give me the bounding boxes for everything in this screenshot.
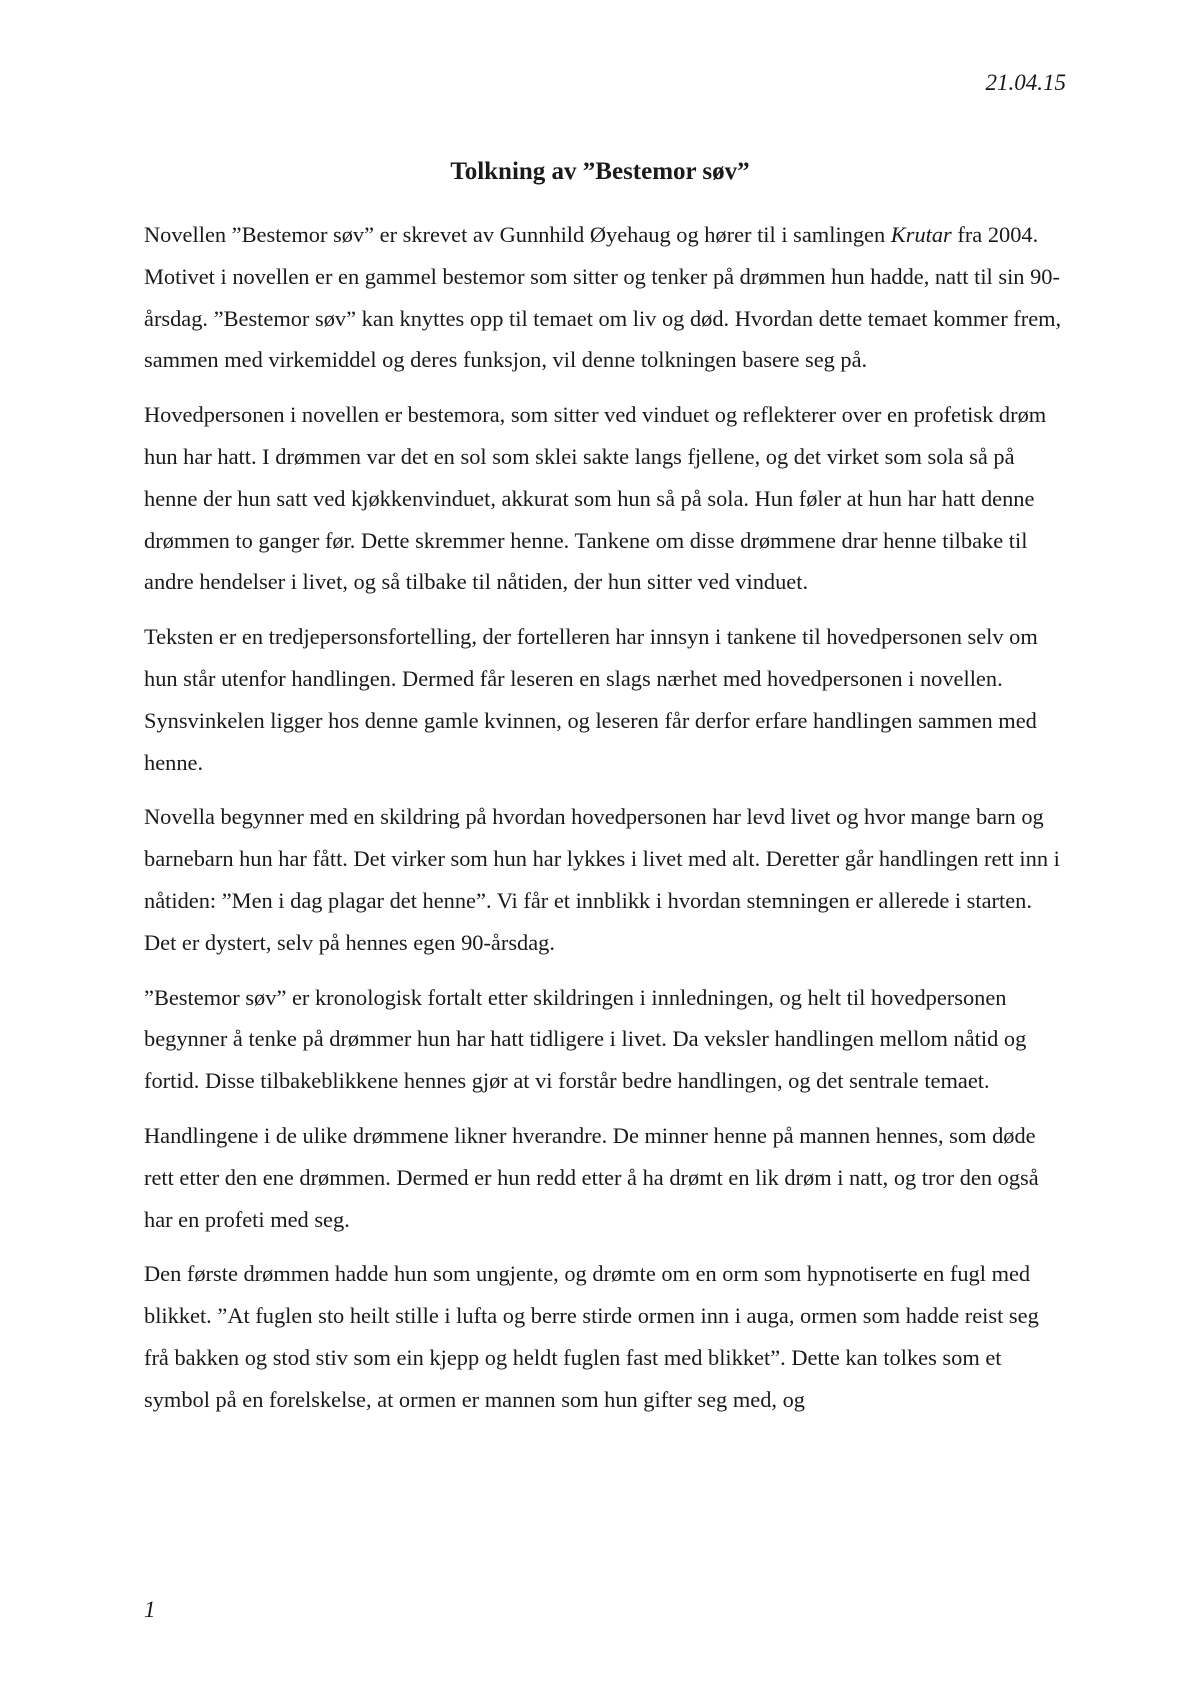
paragraph bbox=[144, 214, 1068, 381]
paragraph-text: Novellen ”Bestemor søv” er skrevet av Gunnhild Øyehaug og hører til i samlingen bbox=[144, 222, 891, 247]
document-date: 21.04.15 bbox=[985, 70, 1066, 95]
paragraph: Handlingene i de ulike drømmene likner hverandre. De minner henne på mannen hennes, som døde rett etter den ene drømmen. Dermed er hun redd etter å ha drømt en lik drøm i natt, og tror den også har en profeti med seg. bbox=[144, 1122, 1039, 1232]
document-title: Tolkning av ”Bestemor søv” bbox=[450, 158, 750, 185]
document-body bbox=[144, 214, 1068, 1434]
paragraph: Den første drømmen hadde hun som ungjente, og drømte om en orm som hypnotiserte en fugl med blikket. ”At fuglen sto heilt stille i lufta og berre stirde ormen inn i auga, ormen som hadde reist seg frå bakken og stod stiv som ein kjepp og heldt fuglen fast med blikket”. Dette kan tolkes som et symbol på en forelskelse, at ormen er mannen som hun gifter seg med, og bbox=[144, 1261, 1039, 1412]
paragraph-text: fra 2004. Motivet i novellen er en gammel bestemor som sitter og tenker på drømmen hun hadde, natt til sin 90-årsdag. ”Bestemor søv” kan knyttes opp til temaet om liv og død. Hvordan dette temaet kommer frem, sammen med virkemiddel og deres funksjon, vil denne tolkningen basere seg på. bbox=[144, 222, 1062, 373]
paragraph: Novella begynner med en skildring på hvordan hovedpersonen har levd livet og hvor mange barn og barnebarn hun har fått. Det virker som hun har lykkes i livet med alt. Deretter går handlingen rett inn i nåtiden: ”Men i dag plagar det henne”. Vi får et innblikk i hvordan stemningen er allerede i starten. Det er dystert, selv på hennes egen 90-årsdag. bbox=[144, 804, 1060, 955]
paragraph: Teksten er en tredjepersonsfortelling, der fortelleren har innsyn i tankene til hovedpersonen selv om hun står utenfor handlingen. Dermed får leseren en slags nærhet med hovedpersonen i novellen. Synsvinkelen ligger hos denne gamle kvinnen, og leseren får derfor erfare handlingen sammen med henne. bbox=[144, 624, 1038, 775]
paragraph: ”Bestemor søv” er kronologisk fortalt etter skildringen i innledningen, og helt til hovedpersonen begynner å tenke på drømmer hun har hatt tidligere i livet. Da veksler handlingen mellom nåtid og fortid. Disse tilbakeblikkene hennes gjør at vi forstår bedre handlingen, og det sentrale temaet. bbox=[144, 984, 1027, 1094]
book-title-italic: Krutar bbox=[890, 222, 952, 247]
paragraph: Hovedpersonen i novellen er bestemora, som sitter ved vinduet og reflekterer over en profetisk drøm hun har hatt. I drømmen var det en sol som sklei sakte langs fjellene, og det virket som sola så på henne der hun satt ved kjøkkenvinduet, akkurat som hun så på sola. Hun føler at hun har hatt denne drømmen to ganger før. Dette skremmer henne. Tankene om disse drømmene drar henne tilbake til andre hendelser i livet, og så tilbake til nåtiden, der hun sitter ved vinduet. bbox=[144, 402, 1047, 595]
page-number: 1 bbox=[144, 1597, 156, 1622]
